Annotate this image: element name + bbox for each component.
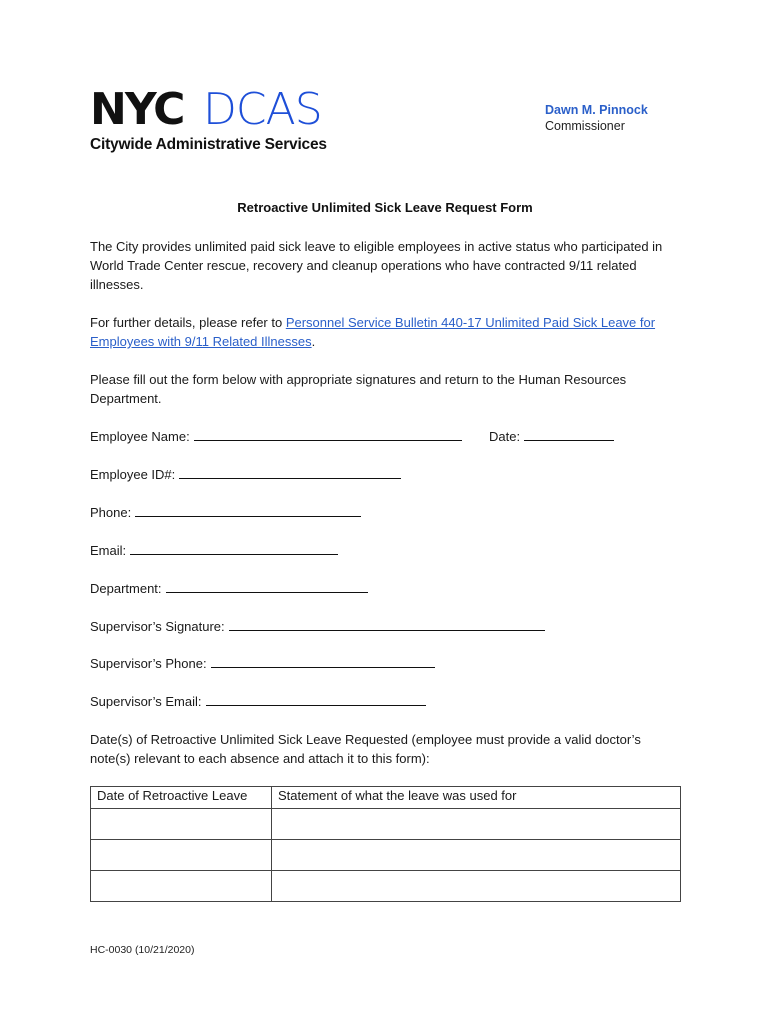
dcas-logo: DCAS	[203, 84, 322, 135]
logo-subtitle: Citywide Administrative Services	[90, 136, 327, 153]
email-input[interactable]	[130, 541, 338, 555]
supervisor-email-field	[90, 692, 426, 709]
commissioner-title: Commissioner	[545, 119, 625, 133]
date-input[interactable]	[524, 427, 614, 441]
table-cell-statement[interactable]	[272, 871, 681, 902]
supervisor-signature-label: Supervisor’s Signature:	[90, 619, 225, 634]
table-header-statement: Statement of what the leave was used for	[272, 787, 681, 809]
dates-instruction: Date(s) of Retroactive Unlimited Sick Leave Requested (employee must provide a valid doctor’s note(s) relevant to each absence and attach it to this form):	[90, 732, 641, 766]
supervisor-phone-label: Supervisor’s Phone:	[90, 656, 207, 671]
date-field	[489, 427, 614, 444]
form-title: Retroactive Unlimited Sick Leave Request Form	[237, 200, 533, 215]
department-label: Department:	[90, 581, 162, 596]
table-header-row	[91, 787, 681, 809]
details-suffix: .	[311, 334, 316, 349]
phone-field	[90, 503, 361, 520]
table-cell-statement[interactable]	[272, 809, 681, 840]
phone-label: Phone:	[90, 505, 132, 520]
intro-paragraph: The City provides unlimited paid sick leave to eligible employees in active status who participated in World Trade Center rescue, recovery and cleanup operations who have contracted 9/11 related illnesses.	[90, 239, 663, 292]
details-paragraph	[90, 313, 680, 351]
commissioner-name: Dawn M. Pinnock	[545, 103, 648, 117]
details-prefix: For further details, please refer to	[90, 315, 286, 330]
table-row	[91, 809, 681, 840]
department-field	[90, 579, 368, 596]
table-row	[91, 840, 681, 871]
table-cell-date[interactable]	[91, 840, 272, 871]
employee-name-label: Employee Name:	[90, 429, 190, 444]
email-label: Email:	[90, 543, 127, 558]
table-cell-date[interactable]	[91, 871, 272, 902]
supervisor-signature-field	[90, 617, 545, 634]
table-cell-statement[interactable]	[272, 840, 681, 871]
supervisor-phone-input[interactable]	[211, 654, 435, 668]
email-field	[90, 541, 338, 558]
nyc-logo: NYC	[90, 84, 184, 135]
instructions-paragraph: Please fill out the form below with appropriate signatures and return to the Human Resources Department.	[90, 372, 627, 406]
bulletin-link[interactable]: Personnel Service Bulletin 440-17 Unlimited Paid Sick Leave for Employees with 9/11 Related Illnesses	[90, 315, 656, 349]
employee-name-input[interactable]	[194, 427, 462, 441]
employee-id-label: Employee ID#:	[90, 467, 176, 482]
phone-input[interactable]	[135, 503, 361, 517]
department-input[interactable]	[166, 579, 368, 593]
supervisor-email-input[interactable]	[206, 692, 426, 706]
form-code-footer: HC-0030 (10/21/2020)	[90, 944, 195, 956]
employee-id-field	[90, 465, 401, 482]
employee-id-input[interactable]	[179, 465, 401, 479]
date-label: Date:	[489, 429, 521, 444]
table-row	[91, 871, 681, 902]
supervisor-signature-input[interactable]	[229, 617, 545, 631]
supervisor-phone-field	[90, 654, 435, 671]
employee-name-field	[90, 427, 462, 444]
table-header-date: Date of Retroactive Leave	[91, 787, 272, 809]
table-cell-date[interactable]	[91, 809, 272, 840]
leave-table	[90, 786, 681, 902]
supervisor-email-label: Supervisor’s Email:	[90, 694, 202, 709]
